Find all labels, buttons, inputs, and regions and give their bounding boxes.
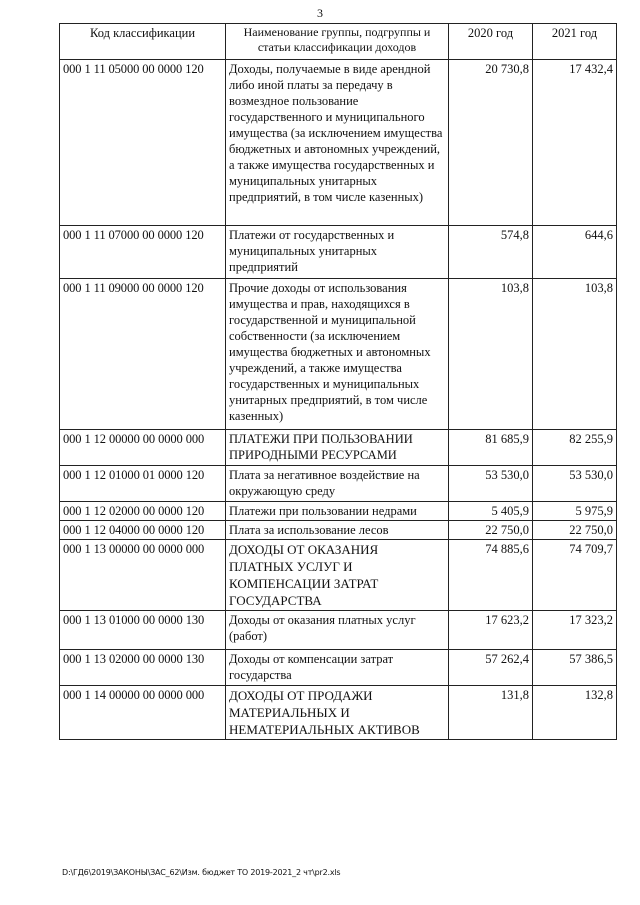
row-name: Доходы от компенсации затрат государства: [226, 650, 449, 686]
row-value-2021: 132,8: [533, 686, 617, 740]
row-name: Плата за использование лесов: [226, 521, 449, 540]
revenue-classification-table: [59, 23, 617, 740]
row-code: 000 1 12 02000 00 0000 120: [60, 502, 226, 521]
row-name: Доходы, получаемые в виде арендной либо иной платы за передачу в возмездное пользование государственного и муниципального имущества (за исключением имущества бюджетных и автономных учреждений, а также имущества государственных и муниципальных унитарных предприятий, в том числе казенных): [226, 60, 449, 226]
row-value-2020: 20 730,8: [449, 60, 533, 226]
row-code: 000 1 13 00000 00 0000 000: [60, 540, 226, 611]
table-row: [60, 650, 617, 686]
row-value-2021: 82 255,9: [533, 430, 617, 466]
row-code: 000 1 11 05000 00 0000 120: [60, 60, 226, 226]
row-value-2020: 5 405,9: [449, 502, 533, 521]
page-number: 3: [317, 6, 323, 20]
row-value-2020: 74 885,6: [449, 540, 533, 611]
table-row: [60, 611, 617, 650]
row-name: Платежи при пользовании недрами: [226, 502, 449, 521]
header-code: Код классификации: [60, 24, 226, 60]
row-value-2021: 74 709,7: [533, 540, 617, 611]
table-row: [60, 226, 617, 279]
table-row: [60, 279, 617, 430]
table-row: [60, 686, 617, 740]
header-year-2021: 2021 год: [533, 24, 617, 60]
row-value-2020: 81 685,9: [449, 430, 533, 466]
row-value-2020: 103,8: [449, 279, 533, 430]
row-code: 000 1 12 04000 00 0000 120: [60, 521, 226, 540]
row-code: 000 1 13 01000 00 0000 130: [60, 611, 226, 650]
row-name: Прочие доходы от использования имущества и прав, находящихся в государственной и муниципальной собственности (за исключением имущества бюджетных и автономных учреждений, а также имущества государственных и муниципальных унитарных предприятий, в том числе казенных): [226, 279, 449, 430]
row-value-2021: 5 975,9: [533, 502, 617, 521]
row-code: 000 1 11 07000 00 0000 120: [60, 226, 226, 279]
table-row: [60, 502, 617, 521]
row-name: ДОХОДЫ ОТ ПРОДАЖИ МАТЕРИАЛЬНЫХ И НЕМАТЕРИАЛЬНЫХ АКТИВОВ: [226, 686, 449, 740]
table-header-row: [60, 24, 617, 60]
table-row: [60, 540, 617, 611]
row-code: 000 1 12 00000 00 0000 000: [60, 430, 226, 466]
header-year-2020: 2020 год: [449, 24, 533, 60]
table-row: [60, 521, 617, 540]
row-code: 000 1 12 01000 01 0000 120: [60, 466, 226, 502]
file-path-footer: D:\ГД6\2019\ЗАКОНЫ\ЗАС_62\Изм. бюджет ТО 2019-2021_2 чт\pr2.xls: [62, 868, 341, 877]
row-value-2020: 57 262,4: [449, 650, 533, 686]
row-value-2020: 22 750,0: [449, 521, 533, 540]
header-name: Наименование группы, подгруппы и статьи классификации доходов: [226, 24, 449, 60]
row-name: ПЛАТЕЖИ ПРИ ПОЛЬЗОВАНИИ ПРИРОДНЫМИ РЕСУРСАМИ: [226, 430, 449, 466]
row-code: 000 1 14 00000 00 0000 000: [60, 686, 226, 740]
row-name: ДОХОДЫ ОТ ОКАЗАНИЯ ПЛАТНЫХ УСЛУГ И КОМПЕНСАЦИИ ЗАТРАТ ГОСУДАРСТВА: [226, 540, 449, 611]
row-value-2021: 103,8: [533, 279, 617, 430]
row-value-2021: 53 530,0: [533, 466, 617, 502]
row-name: Платежи от государственных и муниципальных унитарных предприятий: [226, 226, 449, 279]
row-value-2021: 22 750,0: [533, 521, 617, 540]
row-value-2020: 574,8: [449, 226, 533, 279]
row-name: Доходы от оказания платных услуг (работ): [226, 611, 449, 650]
row-value-2020: 17 623,2: [449, 611, 533, 650]
row-value-2020: 131,8: [449, 686, 533, 740]
row-code: 000 1 13 02000 00 0000 130: [60, 650, 226, 686]
row-value-2021: 644,6: [533, 226, 617, 279]
table-row: [60, 466, 617, 502]
row-code: 000 1 11 09000 00 0000 120: [60, 279, 226, 430]
row-name: Плата за негативное воздействие на окружающую среду: [226, 466, 449, 502]
row-value-2021: 17 432,4: [533, 60, 617, 226]
table-row: [60, 60, 617, 226]
row-value-2020: 53 530,0: [449, 466, 533, 502]
row-value-2021: 57 386,5: [533, 650, 617, 686]
row-value-2021: 17 323,2: [533, 611, 617, 650]
table-row: [60, 430, 617, 466]
